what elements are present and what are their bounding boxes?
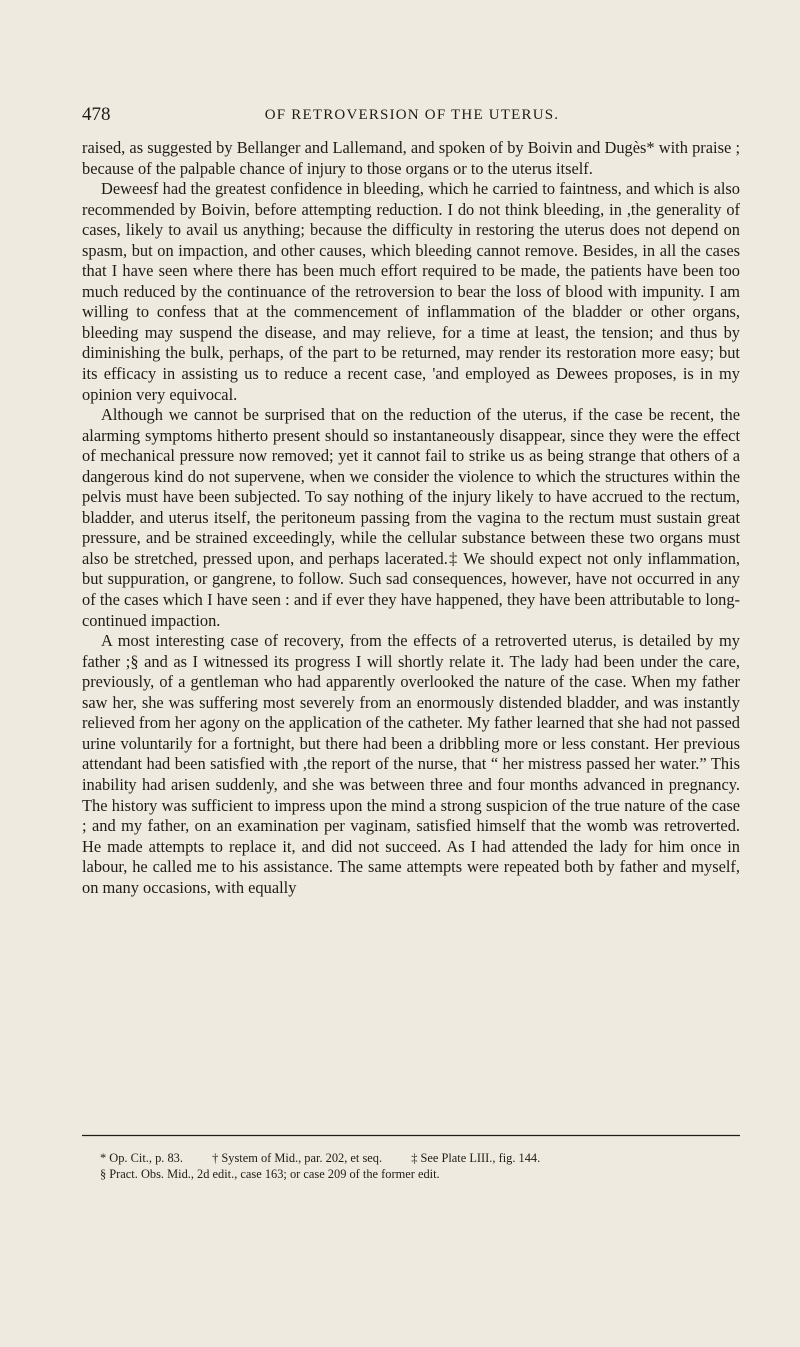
- footnote-1: * Op. Cit., p. 83.: [100, 1151, 183, 1165]
- running-head: [82, 103, 742, 127]
- body-text: [82, 138, 740, 898]
- footnote-2: † System of Mid., par. 202, et seq.: [212, 1151, 383, 1165]
- page-number: 478: [82, 104, 111, 125]
- footnote-divider: [82, 1134, 740, 1137]
- footnote-3: ‡ See Plate LIII., fig. 144.: [411, 1151, 541, 1165]
- footnotes: [82, 1150, 740, 1182]
- paragraph-4: A most interesting case of recovery, from the effects of a retroverted uterus, is detailed by my father ;§ and as I witnessed its progress I will shortly relate it. The lady had been under the care, previously, of a gentleman who had apparently overlooked the nature of the case. When my father saw her, she was suffering most severely from an enormously distended bladder, and was instantly relieved from her agony on the application of the catheter. My father learned that she had not passed urine voluntarily for a fortnight, but there had been a dribbling more or less constant. Her previous attendant had been satisfied with ,the report of the nurse, that “ her mistress passed her water.” This inability had arisen suddenly, and she was between three and four months advanced in pregnancy. The history was sufficient to impress upon the mind a strong suspicion of the true nature of the case ; and my father, on an examination per vaginam, satisfied himself that the womb was retroverted. He made attempts to replace it, and did not succeed. As I had attended the lady for him once in labour, he called me to his assistance. The same attempts were repeated both by father and myself, on many occasions, with equally: [82, 631, 740, 897]
- paragraph-3: Although we cannot be surprised that on the reduction of the uterus, if the case be recent, the alarming symptoms hitherto present should so instantaneously disappear, since they were the effect of mechanical pressure now removed; yet it cannot fail to strike us as being strange that others of a dangerous kind do not supervene, when we consider the violence to which the structures within the pelvis must have been subjected. To say nothing of the injury likely to have accrued to the rectum, bladder, and uterus itself, the peritoneum passing from the vagina to the rectum must sustain great pressure, and be strained exceedingly, while the cellular substance between these two organs must also be stretched, pressed upon, and perhaps lacerated.‡ We should expect not only inflammation, but suppuration, or gangrene, to follow. Such sad consequences, however, have not occurred in any of the cases which I have seen : and if ever they have happened, they have been attributable to long-continued impaction.: [82, 405, 740, 630]
- paragraph-1: raised, as suggested by Bellanger and Lallemand, and spoken of by Boivin and Dugès* with praise ; because of the palpable chance of injury to those organs or to the uterus itself.: [82, 138, 740, 178]
- footnote-line-1: [82, 1150, 740, 1166]
- footnote-4: § Pract. Obs. Mid., 2d edit., case 163; or case 209 of the former edit.: [100, 1167, 440, 1181]
- running-title: OF RETROVERSION OF THE UTERUS.: [264, 107, 560, 123]
- footnote-line-2: [82, 1166, 740, 1182]
- paragraph-2: Deweesf had the greatest confidence in bleeding, which he carried to faintness, and which is also recommended by Boivin, before attempting reduction. I do not think bleeding, in ,the generality of cases, likely to avail us anything; because the difficulty in restoring the uterus does not depend on spasm, but on impaction, and other causes, which bleeding cannot remove. Besides, in all the cases that I have seen where there has been much effort required to be made, the patients have been too much reduced by the continuance of the retroversion to bear the loss of blood with impunity. I am willing to confess that at the commencement of inflammation of the bladder or other organs, bleeding may suspend the disease, and may relieve, for a time at least, the tension; and thus by diminishing the bulk, perhaps, of the part to be returned, may render its restoration more easy; but its efficacy in assisting us to reduce a recent case, 'and employed as Dewees proposes, is in my opinion very equivocal.: [82, 179, 740, 404]
